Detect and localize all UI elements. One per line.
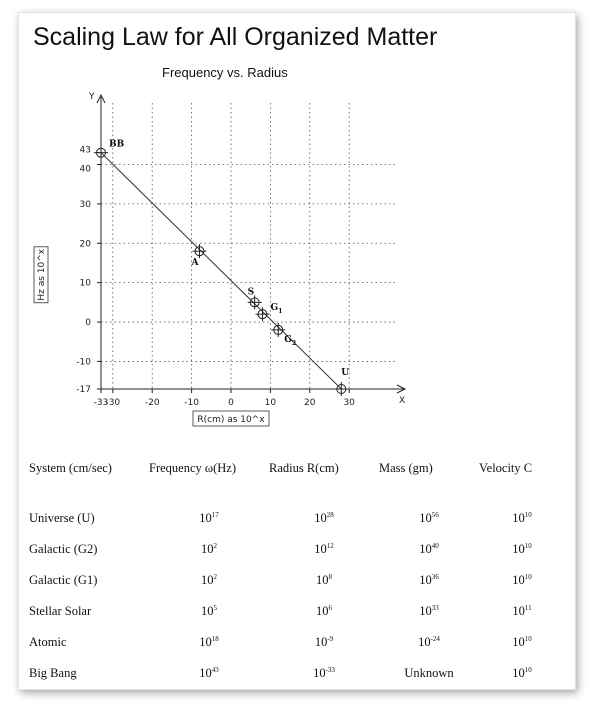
x-tick-label: -33: [93, 398, 109, 408]
point-label: S: [247, 287, 255, 298]
table-row: [29, 503, 565, 534]
y-tick-label: -10: [76, 357, 91, 368]
x-tick-label: 0: [228, 398, 234, 408]
fit-line: [101, 153, 341, 389]
frequency-value: $10^5$: [201, 603, 217, 619]
y-axis-title-box: [34, 247, 48, 303]
point-label: BB: [109, 139, 125, 150]
header-system: System (cm/sec): [29, 460, 112, 475]
tick-labels: [76, 146, 355, 408]
system-name: Universe (U): [29, 511, 95, 525]
x-tick-label: 20: [304, 398, 316, 408]
velocity-value: $10^{11}$: [512, 603, 532, 619]
mass-value: $10^{33}$: [419, 603, 439, 619]
page-title: Scaling Law for All Organized Matter: [33, 23, 438, 51]
radius-value: $10^{28}$: [314, 510, 334, 526]
mass-value: $10^{36}$: [419, 572, 439, 588]
data-point: [94, 140, 125, 160]
frequency-value: $10^2$: [201, 541, 217, 557]
frequency-value: $10^2$: [201, 572, 217, 588]
system-name: Atomic: [29, 635, 67, 649]
mass-value: $10^{40}$: [419, 541, 439, 557]
y-tick-label: 43: [79, 145, 91, 156]
y-tick-label: 40: [79, 164, 91, 175]
header-radius: Radius R(cm): [269, 460, 339, 475]
x-tick-label: 30: [343, 398, 355, 408]
x-tick-label: -30: [105, 398, 121, 408]
y-tick-label: 20: [79, 239, 91, 250]
x-axis-title-box: [193, 411, 269, 426]
radius-value: $10^{12}$: [314, 541, 334, 557]
frequency-radius-chart: [19, 13, 575, 453]
x-axis-name: X: [399, 396, 406, 406]
table-row: [29, 565, 565, 596]
table-row: [29, 627, 565, 658]
grid: [101, 103, 395, 389]
scaling-line: [101, 153, 341, 389]
point-label-subscript: 1: [278, 308, 283, 316]
data-point: [271, 323, 296, 347]
table-row: [29, 658, 565, 689]
table-header-row: [29, 453, 565, 483]
velocity-value: $10^{10}$: [512, 541, 532, 557]
radius-value: $10^6$: [316, 603, 332, 619]
system-name: Galactic (G1): [29, 573, 98, 587]
x-tick-label: 10: [264, 398, 277, 408]
radius-value: $10^{-33}$: [313, 665, 335, 681]
x-axis-title: R(cm) as 10^x: [197, 415, 265, 425]
y-axis-title: Hz as 10^x: [37, 248, 47, 301]
system-name: Galactic (G2): [29, 542, 98, 556]
data-points: [94, 140, 349, 396]
header-mass: Mass (gm): [379, 460, 433, 475]
frequency-value: $10^{17}$: [199, 510, 219, 526]
point-label: $G_1$: [270, 303, 283, 316]
velocity-value: $10^{10}$: [512, 634, 532, 650]
y-axis-name: Y: [89, 92, 95, 102]
point-label: U: [341, 368, 350, 378]
data-point: [334, 368, 349, 396]
table-row: [29, 534, 565, 565]
point-label: $G_2$: [284, 334, 297, 347]
data-point: [190, 244, 206, 268]
velocity-value: $10^{10}$: [512, 572, 532, 588]
x-tick-label: -20: [144, 398, 160, 408]
mass-value: $10^{-24}$: [418, 634, 440, 650]
scaling-table: [29, 453, 565, 689]
y-tick-label: 0: [85, 318, 91, 329]
y-tick-label: -17: [76, 385, 91, 395]
velocity-value: $10^{10}$: [512, 510, 532, 526]
system-name: Stellar Solar: [29, 604, 92, 618]
x-tick-label: -10: [184, 398, 199, 408]
frequency-value: $10^{18}$: [199, 634, 219, 650]
frequency-value: $10^{43}$: [199, 665, 219, 681]
header-frequency: Frequency ω(Hz): [149, 460, 237, 475]
table-row: [29, 596, 565, 627]
point-label-subscript: 2: [291, 339, 297, 347]
y-tick-label: 30: [79, 199, 91, 210]
y-tick-label: 10: [79, 278, 91, 289]
system-name: Big Bang: [29, 666, 77, 680]
velocity-value: $10^{10}$: [512, 665, 532, 681]
header-velocity: Velocity C: [479, 460, 533, 475]
radius-value: $10^8$: [316, 572, 332, 588]
mass-value: Unknown: [404, 666, 454, 681]
figure-card: [18, 12, 576, 690]
radius-value: $10^{-9}$: [314, 634, 334, 650]
point-label: A: [191, 258, 199, 269]
axes: [88, 92, 405, 406]
mass-value: $10^{56}$: [419, 510, 439, 526]
chart-title: Frequency vs. Radius: [162, 65, 288, 80]
